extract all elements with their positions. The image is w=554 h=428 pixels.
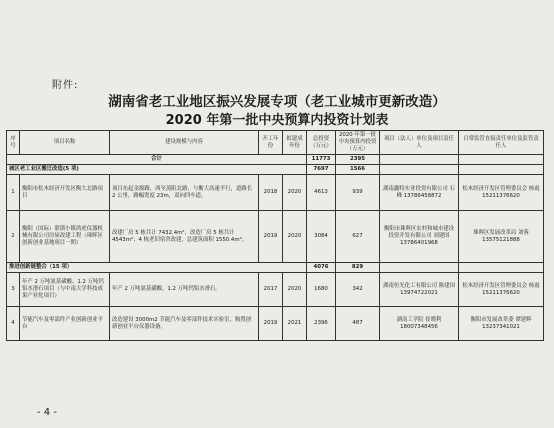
row-scale: 改建厂房 5 栋共计 7432.4m²，改造厂房 5 栋共计 4543m²；4 栋老旧宿舍改建，总建筑面积 1550.4m²。 bbox=[110, 211, 259, 263]
header-unit: 项目（法人）单位及项目责任人 bbox=[380, 131, 459, 155]
attachment-label: 附件: bbox=[52, 80, 79, 91]
row-scale: 年产 2 万吨氨基磺酸、1.2 万吨钙铝水滑石。 bbox=[110, 273, 259, 307]
header-name: 项目名称 bbox=[20, 131, 110, 155]
total-central: 2395 bbox=[336, 155, 380, 165]
row-seq: 2 bbox=[7, 211, 20, 263]
row-scale: 项目东起金源路，西至蒸阳北路，与衡大高速平行，道路长 2 公里，路幅宽度 23m，双向四车道。 bbox=[110, 175, 259, 211]
row-supervisor: 松木经济开发区管理委员会 杨霞 15211376620 bbox=[459, 273, 544, 307]
section-central: 1566 bbox=[336, 165, 380, 175]
row-end-year: 2020 bbox=[283, 175, 307, 211]
row-seq: 3 bbox=[7, 273, 20, 307]
section-central: 829 bbox=[336, 263, 380, 273]
row-scale: 改造建设 3000m2 节能汽车及零部件技术实验室，购置创新创业平台仪器设备。 bbox=[110, 307, 259, 341]
total-row bbox=[7, 155, 544, 165]
row-name: 衡阳市松木经济开发区衡大北路项目 bbox=[20, 175, 110, 211]
section-row bbox=[7, 263, 544, 273]
table-row bbox=[7, 273, 544, 307]
row-start-year: 2018 bbox=[259, 175, 283, 211]
row-name: 衡阳（国际）联锁小镇鸿虎仪器机械有限公司房屋改建工程（珠晖区创新创业基地项目一期） bbox=[20, 211, 110, 263]
section-row bbox=[7, 165, 544, 175]
row-total: 2396 bbox=[307, 307, 336, 341]
header-seq: 序号 bbox=[7, 131, 20, 155]
row-total: 3084 bbox=[307, 211, 336, 263]
page-number: - 4 - bbox=[37, 407, 57, 418]
row-start-year: 2019 bbox=[259, 211, 283, 263]
row-end-year: 2021 bbox=[283, 307, 307, 341]
row-central: 939 bbox=[336, 175, 380, 211]
header-scale: 建设规模与内容 bbox=[110, 131, 259, 155]
row-unit: 湖南鑫特实业投资有限公司 石峰 13786458872 bbox=[380, 175, 459, 211]
row-unit: 湖南恒光化工有限公司 陈建国 13974722021 bbox=[380, 273, 459, 307]
row-unit: 湖南工学院 崔晓利 18007348456 bbox=[380, 307, 459, 341]
title-line-2: 2020 年第一批中央预算内投资计划表 bbox=[165, 113, 389, 128]
section-label: 推进创新链整合（15 项） bbox=[7, 263, 307, 273]
row-central: 487 bbox=[336, 307, 380, 341]
investment-plan-table bbox=[6, 130, 544, 341]
row-total: 1680 bbox=[307, 273, 336, 307]
total-label: 合计 bbox=[7, 155, 307, 165]
row-start-year: 2017 bbox=[259, 273, 283, 307]
header-central: 2020 年第一批中央预算内投资（万元） bbox=[336, 131, 380, 155]
row-name: 年产 2 万吨氨基磺酸、1.2 万吨钙铝水滑石项目（与中南大学科技成果产业化项目） bbox=[20, 273, 110, 307]
row-seq: 1 bbox=[7, 175, 20, 211]
table-row bbox=[7, 307, 544, 341]
row-name: 节能汽车及零部件产业创新创业平台 bbox=[20, 307, 110, 341]
row-start-year: 2019 bbox=[259, 307, 283, 341]
table-header-row bbox=[7, 131, 544, 155]
section-total: 7697 bbox=[307, 165, 336, 175]
row-central: 627 bbox=[336, 211, 380, 263]
row-end-year: 2020 bbox=[283, 211, 307, 263]
row-supervisor: 珠晖区发展改革局 刘蓉 13575121888 bbox=[459, 211, 544, 263]
total-investment: 11773 bbox=[307, 155, 336, 165]
header-end-year: 拟建成年份 bbox=[283, 131, 307, 155]
row-seq: 4 bbox=[7, 307, 20, 341]
row-total: 4613 bbox=[307, 175, 336, 211]
table-row bbox=[7, 211, 544, 263]
header-supervisor: 日常监管直接责任单位及监管责任人 bbox=[459, 131, 544, 155]
section-label: 城区老工业区搬迁改造(5 项) bbox=[7, 165, 307, 175]
title-line-1: 湖南省老工业地区振兴发展专项（老工业城市更新改造） bbox=[108, 94, 446, 110]
row-central: 342 bbox=[336, 273, 380, 307]
row-supervisor: 衡阳市发展改革委 谭建辉 13237341021 bbox=[459, 307, 544, 341]
section-total: 4076 bbox=[307, 263, 336, 273]
row-supervisor: 松木经济开发区管理委员会 杨霞 15211376620 bbox=[459, 175, 544, 211]
row-end-year: 2020 bbox=[283, 273, 307, 307]
row-unit: 衡阳市珠晖区农村和城市建设投资开发有限公司 刘建国 13786401968 bbox=[380, 211, 459, 263]
header-start-year: 开工年份 bbox=[259, 131, 283, 155]
table-row bbox=[7, 175, 544, 211]
header-total: 总投资（万元） bbox=[307, 131, 336, 155]
